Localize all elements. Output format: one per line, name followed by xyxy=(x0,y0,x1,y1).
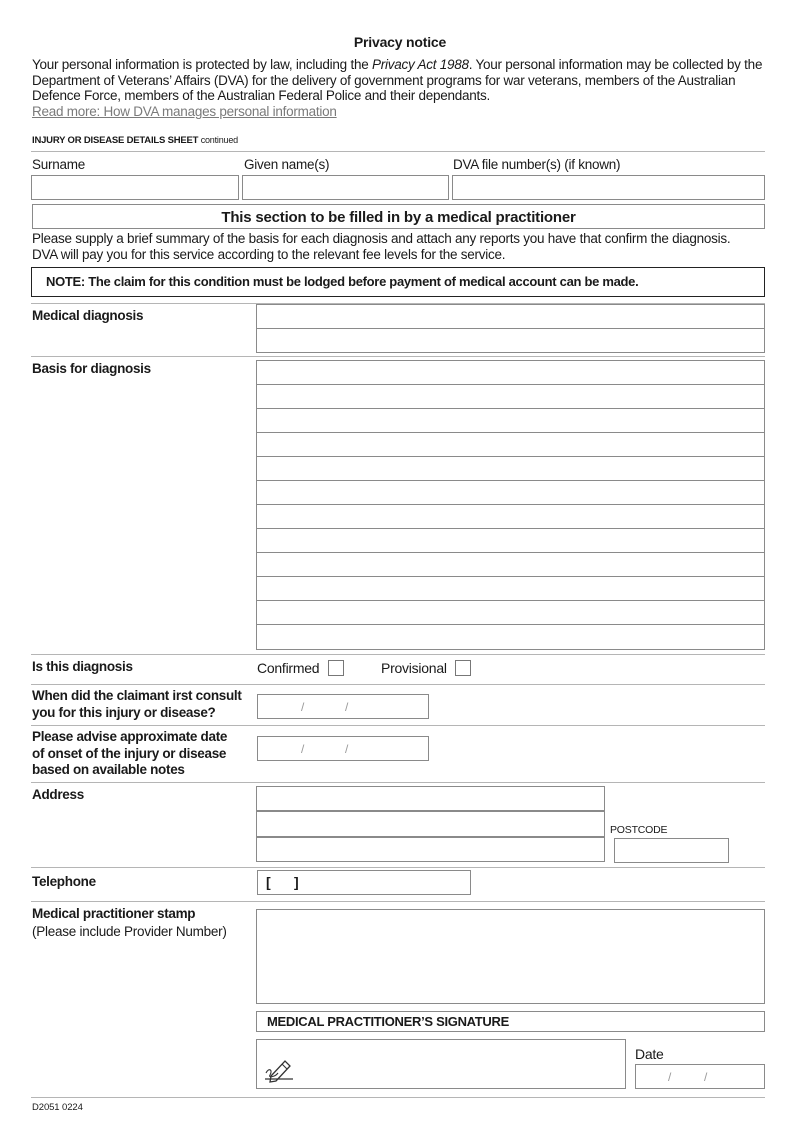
read-more-link[interactable]: Read more: How DVA manages personal information xyxy=(32,103,337,119)
postcode-input[interactable] xyxy=(614,838,729,863)
date-separator: / xyxy=(668,1070,672,1084)
area-code-close: ] xyxy=(294,874,299,890)
basis-line xyxy=(257,576,764,577)
basis-line xyxy=(257,528,764,529)
signature-date-input[interactable] xyxy=(635,1064,765,1089)
onset-label xyxy=(32,729,227,779)
sheet-title xyxy=(32,135,238,146)
divider xyxy=(31,901,765,902)
telephone-input[interactable] xyxy=(257,870,471,895)
date-separator: / xyxy=(345,742,349,756)
basis-line xyxy=(257,384,764,385)
section-heading: This section to be filled in by a medical practitioner xyxy=(32,204,765,229)
divider xyxy=(31,151,765,152)
signature-box[interactable] xyxy=(256,1039,626,1089)
basis-line xyxy=(257,624,764,625)
divider xyxy=(31,356,765,357)
section-intro xyxy=(32,231,772,262)
address-label: Address xyxy=(32,787,84,802)
signature-label: MEDICAL PRACTITIONER’S SIGNATURE xyxy=(256,1011,765,1032)
date-separator: / xyxy=(301,700,305,714)
basis-line xyxy=(257,432,764,433)
pen-signature-icon xyxy=(263,1057,297,1083)
stamp-sub-label: (Please include Provider Number) xyxy=(32,924,227,939)
address-input-line-2[interactable] xyxy=(256,811,605,837)
onset-line2: of onset of the injury or disease xyxy=(32,745,227,761)
first-consult-line1: When did the claimant irst consult xyxy=(32,688,242,703)
is-diagnosis-label: Is this diagnosis xyxy=(32,659,133,674)
date-label: Date xyxy=(635,1046,664,1062)
privacy-line1-pre: Your personal information is protected by law, including the xyxy=(32,57,372,72)
first-consult-label xyxy=(32,688,242,721)
given-name-input[interactable] xyxy=(242,175,449,200)
telephone-label: Telephone xyxy=(32,874,96,889)
date-separator: / xyxy=(345,700,349,714)
divider xyxy=(31,867,765,868)
privacy-text xyxy=(32,57,772,119)
address-input-line-1[interactable] xyxy=(256,786,605,811)
divider xyxy=(31,654,765,655)
confirmed-label: Confirmed xyxy=(257,660,320,676)
surname-label: Surname xyxy=(32,157,86,172)
stamp-label: Medical practitioner stamp xyxy=(32,906,196,921)
onset-line3: based on available notes xyxy=(32,762,185,777)
given-name-label: Given name(s) xyxy=(244,157,330,172)
basis-input[interactable] xyxy=(256,360,765,650)
first-consult-line2: you for this injury or disease? xyxy=(32,704,216,720)
section-intro-line2: DVA will pay you for this service according to the relevant fee levels for the service. xyxy=(32,246,506,262)
sheet-title-text: INJURY OR DISEASE DETAILS SHEET xyxy=(32,135,199,146)
basis-label: Basis for diagnosis xyxy=(32,361,151,376)
postcode-label: POSTCODE xyxy=(610,824,668,836)
basis-line xyxy=(257,552,764,553)
privacy-line1-post: . Your personal information may be collected by the xyxy=(468,57,763,72)
area-code-open: [ xyxy=(266,874,271,890)
basis-line xyxy=(257,504,764,505)
basis-line xyxy=(257,408,764,409)
section-intro-line1: Please supply a brief summary of the basis for each diagnosis and attach any reports you have that confirm the diagnosis. xyxy=(32,231,731,246)
basis-line xyxy=(257,480,764,481)
privacy-line3: Defence Force, members of the Australian Federal Police and their dependants. xyxy=(32,88,491,103)
form-code: D2051 0224 xyxy=(32,1102,83,1113)
privacy-act: Privacy Act 1988 xyxy=(371,57,469,72)
date-separator: / xyxy=(704,1070,708,1084)
note-box: NOTE: The claim for this condition must be lodged before payment of medical account can be made. xyxy=(31,267,765,297)
first-consult-date-input[interactable] xyxy=(257,694,429,719)
provisional-checkbox[interactable] xyxy=(455,660,471,676)
onset-line1: Please advise approximate date xyxy=(32,729,228,744)
provisional-label: Provisional xyxy=(381,660,447,676)
diagnosis-input-line-2[interactable] xyxy=(256,328,765,353)
divider xyxy=(31,782,765,783)
file-number-input[interactable] xyxy=(452,175,765,200)
diagnosis-label: Medical diagnosis xyxy=(32,308,144,323)
date-separator: / xyxy=(301,742,305,756)
onset-date-input[interactable] xyxy=(257,736,429,761)
sheet-continued: continued xyxy=(200,135,238,145)
address-input-line-3[interactable] xyxy=(256,837,605,862)
diagnosis-input-line-1[interactable] xyxy=(256,304,765,329)
surname-input[interactable] xyxy=(31,175,239,200)
divider xyxy=(31,684,765,685)
basis-line xyxy=(257,456,764,457)
basis-line xyxy=(257,600,764,601)
confirmed-checkbox[interactable] xyxy=(328,660,344,676)
privacy-title: Privacy notice xyxy=(353,34,447,50)
file-number-label: DVA file number(s) (if known) xyxy=(453,157,621,172)
divider xyxy=(31,725,765,726)
divider xyxy=(31,1097,765,1098)
stamp-box[interactable] xyxy=(256,909,765,1004)
privacy-line2: Department of Veterans’ Affairs (DVA) for the delivery of government programs for war veterans, members of the Australian xyxy=(32,72,736,88)
